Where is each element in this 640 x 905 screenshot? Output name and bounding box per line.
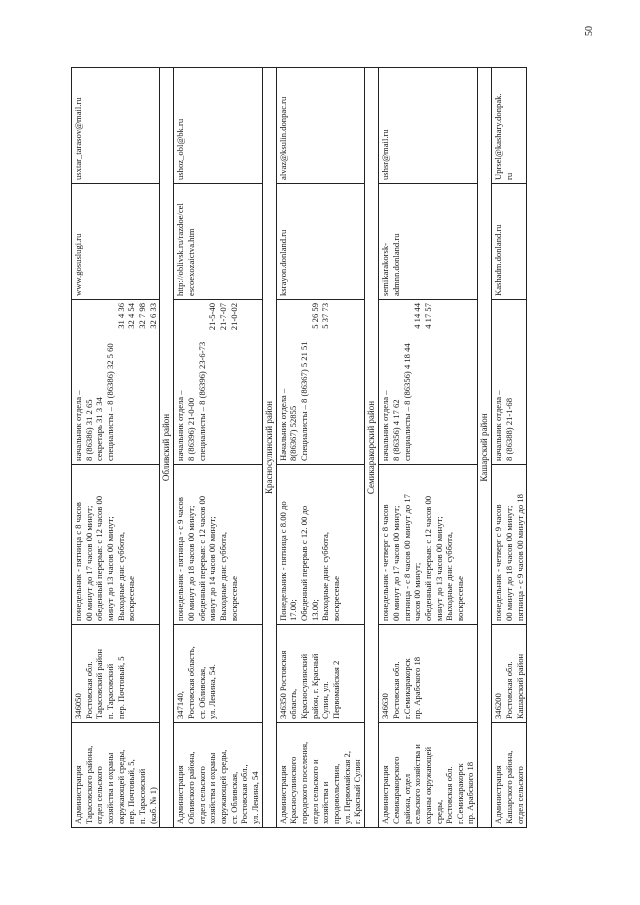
- cell-line: ст. Обливская,: [196, 666, 207, 719]
- email-cell: [174, 68, 262, 184]
- table-row: [492, 68, 527, 828]
- org-name-cell: [492, 723, 527, 828]
- cell-line: Ростовская обл.,: [239, 764, 250, 824]
- org-name-cell: [72, 723, 160, 828]
- cell-line: Специалисты – 8 (86367) 5 21 51: [299, 341, 310, 461]
- cell-line: 31 4 36: [115, 303, 126, 329]
- cell-line: отдел сельского: [94, 766, 105, 824]
- cell-line: область,: [288, 688, 299, 719]
- working-hours-cell: [492, 465, 527, 625]
- cell-line: Выходные дни: суббота,: [218, 532, 229, 621]
- table-row: [379, 68, 478, 828]
- cell-line: 32 6 33: [147, 303, 158, 329]
- cell-line: окружающей среды,: [218, 749, 229, 824]
- cell-line: воскресенье: [331, 576, 342, 621]
- cell-line: пер. Почтовый, 5,: [126, 759, 137, 824]
- cell-line: пер. Почтовый, 5: [115, 656, 126, 719]
- phones-cell: [174, 300, 262, 465]
- cell-line: www.gosuslugi.ru: [73, 233, 83, 296]
- cell-line: начальник отдела –: [380, 390, 391, 461]
- table-row: [72, 68, 160, 828]
- cell-line: окружающей среды,: [115, 749, 126, 824]
- working-hours-cell: [379, 465, 478, 625]
- org-name-cell: [276, 723, 364, 828]
- cell-line: 13.00;: [309, 599, 320, 621]
- cell-line: г. Красный Сулин: [352, 759, 363, 824]
- cell-line: 32 4 54: [126, 303, 137, 329]
- cell-line: alvaz@ksulin.donpac.ru: [277, 96, 288, 180]
- cell-line: 8 (86356) 4 17 62: [390, 399, 401, 461]
- cell-line: ул. Ленина, 54: [250, 771, 260, 824]
- page-number: 50: [584, 26, 595, 36]
- table-row: [276, 68, 364, 828]
- cell-line: 00 минут до 17 часов 00 минут;: [390, 505, 401, 621]
- cell-line: Ростовская обл.: [390, 661, 401, 719]
- cell-line: ru: [503, 172, 514, 180]
- cell-line: 8(86367) 52855: [288, 405, 299, 461]
- cell-line: Кашарского района,: [503, 750, 514, 824]
- cell-line: 00 минут до 17 часов 00 минут;: [83, 505, 94, 621]
- cell-line: обеденный перерыв: с 12 часов 00: [422, 495, 433, 621]
- cell-line: отдел сельского: [514, 766, 525, 824]
- website-cell: [174, 184, 262, 300]
- cell-line: 8 (86396) 21-0-00: [186, 397, 197, 461]
- cell-line: понедельник - четверг с 8 часов: [380, 504, 391, 621]
- cell-line: минут до 13 часов 00 минут;: [433, 516, 444, 621]
- cell-line: специалисты – 8 (86356) 4 18 44: [401, 343, 412, 461]
- cell-line: район, г. Красный: [309, 653, 320, 719]
- cell-line: ushsr@mail.ru: [380, 129, 391, 180]
- cell-line: admnn.donland.ru: [390, 233, 401, 296]
- cell-line: 346350 Ростовская: [277, 650, 288, 719]
- cell-line: Тарасовский район: [94, 648, 105, 719]
- cell-line: обеденный перерыв: с 12 часов 00: [94, 495, 105, 621]
- cell-line: 346630: [380, 693, 391, 719]
- cell-line: Обливского района,: [186, 751, 197, 824]
- cell-line: 8 (86386) 31 2 65: [83, 399, 94, 461]
- website-cell: [72, 184, 160, 300]
- cell-line: пр. Арабского 18: [465, 761, 476, 824]
- cell-line: начальник отдела –: [175, 390, 186, 461]
- email-cell: [379, 68, 478, 184]
- address-cell: [72, 625, 160, 723]
- cell-line: Администрация: [277, 765, 288, 824]
- cell-line: 4 17 57: [422, 303, 433, 329]
- cell-line: пятница - с 9 часов 00 минут до 18: [514, 494, 525, 621]
- region-header-row: [478, 68, 492, 828]
- cell-line: часов 00 минут;: [412, 562, 423, 621]
- cell-line: Красносулинский: [299, 653, 310, 719]
- cell-line: хозяйства и охраны: [207, 752, 218, 824]
- cell-line: Обеденный перерыв с 12. 00 до: [299, 505, 310, 621]
- cell-line: 17.00;: [288, 599, 299, 621]
- cell-line: ул. Первомайская 2,: [341, 751, 352, 824]
- cell-line: Первомайская 2: [331, 660, 342, 719]
- address-cell: [174, 625, 262, 723]
- cell-line: понедельник - пятница - с 9 часов: [175, 497, 186, 621]
- cell-line: г.Семикаракорск: [454, 763, 465, 824]
- org-name-cell: [379, 723, 478, 828]
- region-title: Кашарский район: [478, 68, 492, 828]
- cell-line: 346050: [73, 693, 83, 719]
- cell-line: минут до 14 часов 00 минут;: [207, 516, 218, 621]
- cell-line: секретарь 31 3 34: [94, 397, 105, 461]
- region-title: Обливский район: [160, 68, 174, 828]
- cell-line: начальник отдела –: [73, 390, 83, 461]
- cell-line: Uprsel@kashary.donpak.: [493, 93, 504, 180]
- cell-line: ksrayon.donland.ru: [277, 229, 288, 296]
- cell-line: начальник отдела –: [493, 390, 504, 461]
- cell-line: usxtar_tarasov@mail.ru: [73, 97, 83, 180]
- cell-line: http://oblivsk.ru/razdoe/cel: [175, 203, 186, 296]
- working-hours-cell: [174, 465, 262, 625]
- cell-line: п. Тарасовский: [104, 663, 115, 719]
- cell-line: 00 минут до 18 часов 00 минут;: [503, 505, 514, 621]
- cell-line: 21-5-40: [207, 303, 218, 331]
- cell-line: г.Семикаракорск: [401, 658, 412, 719]
- cell-line: 32 7 98: [136, 303, 147, 329]
- cell-line: хозяйства и: [320, 781, 331, 824]
- org-name-cell: [174, 723, 262, 828]
- cell-line: 4 14 44: [412, 303, 423, 329]
- cell-line: отдел сельского и: [309, 759, 320, 824]
- cell-line: Администрация: [380, 765, 391, 824]
- cell-line: Кашарский район: [514, 653, 525, 719]
- cell-line: воскресенье: [228, 576, 239, 621]
- cell-line: городского поселения,: [299, 741, 310, 824]
- region-title: Красносулинский район: [262, 68, 276, 828]
- phones-cell: [492, 300, 527, 465]
- cell-line: Выходные дни: суббота,: [444, 532, 455, 621]
- cell-line: Администрация: [493, 765, 504, 824]
- cell-line: 21-7-07: [218, 303, 229, 331]
- cell-line: пятница - с 8 часов 00 минут до 17: [401, 494, 412, 621]
- cell-line: хозяйства и охраны: [104, 752, 115, 824]
- cell-line: Ростовская обл.: [444, 766, 455, 824]
- cell-line: ushoz_obl@bk.ru: [175, 118, 186, 180]
- cell-line: Понедельник - пятница с 8.00 до: [277, 501, 288, 621]
- cell-line: Ростовская область,: [186, 646, 197, 719]
- cell-line: сельского хозяйства и: [412, 744, 423, 824]
- cell-line: понедельник - четверг с 9 часов: [493, 504, 504, 621]
- cell-line: отдел сельского: [196, 766, 207, 824]
- cell-line: 00 минут до 18 часов 00 минут;: [186, 505, 197, 621]
- cell-line: semikarakorsk-: [380, 243, 391, 296]
- working-hours-cell: [276, 465, 364, 625]
- contacts-table: [71, 67, 527, 828]
- address-cell: [276, 625, 364, 723]
- cell-line: Ростовская обл.: [503, 661, 514, 719]
- cell-line: охраны окружающей: [422, 746, 433, 824]
- cell-line: 5 26 59: [309, 303, 320, 329]
- cell-line: 8 (86388) 21-1-68: [503, 397, 514, 461]
- cell-line: Выходные дни: суббота,: [115, 532, 126, 621]
- working-hours-cell: [72, 465, 160, 625]
- phones-cell: [276, 300, 364, 465]
- cell-line: среды,: [433, 799, 444, 824]
- cell-line: ст. Обливская,: [228, 771, 239, 824]
- email-cell: [276, 68, 364, 184]
- cell-line: Kashadm.donland.ru: [493, 224, 504, 296]
- cell-line: 5 37 73: [320, 303, 331, 329]
- address-cell: [492, 625, 527, 723]
- cell-line: воскресенье: [126, 576, 137, 621]
- email-cell: [492, 68, 527, 184]
- cell-line: понедельник - пятница с 8 часов: [73, 502, 83, 621]
- cell-line: специалисты – 8 (86396) 23-6-73: [196, 341, 207, 461]
- cell-line: escoexozaictva.htm: [186, 228, 197, 296]
- region-header-row: [365, 68, 379, 828]
- cell-line: Выходные дни: суббота,: [320, 532, 331, 621]
- phones-cell: [379, 300, 478, 465]
- cell-line: Администрация: [73, 765, 83, 824]
- cell-line: ул. Ленина, 54.: [207, 664, 218, 719]
- region-title: Семикаракорский район: [365, 68, 379, 828]
- cell-line: Сулин, ул.: [320, 681, 331, 719]
- cell-line: Красносулинского: [288, 756, 299, 824]
- address-cell: [379, 625, 478, 723]
- cell-line: Администрация: [175, 765, 186, 824]
- cell-line: 21-0-02: [228, 303, 239, 331]
- phones-cell: [72, 300, 160, 465]
- cell-line: Семикаракорского: [390, 756, 401, 824]
- cell-line: обеденный перерыв: с 12 часов 00: [196, 495, 207, 621]
- cell-line: Тарасовского района,: [83, 745, 94, 824]
- cell-line: продовольствия,: [331, 763, 342, 824]
- website-cell: [276, 184, 364, 300]
- table-row: [174, 68, 262, 828]
- cell-line: воскресенье: [454, 576, 465, 621]
- website-cell: [492, 184, 527, 300]
- region-header-row: [160, 68, 174, 828]
- cell-line: пр. Арабского 18: [412, 656, 423, 719]
- cell-line: 347140,: [175, 691, 186, 719]
- cell-line: района, отдел: [401, 773, 412, 824]
- email-cell: [72, 68, 160, 184]
- cell-line: (каб. № 1): [147, 787, 158, 824]
- website-cell: [379, 184, 478, 300]
- cell-line: специалисты – 8 (86386) 32 5 60: [104, 343, 115, 461]
- rotated-content: [71, 68, 586, 828]
- region-header-row: [262, 68, 276, 828]
- cell-line: минут до 13 часов 00 минут;: [104, 516, 115, 621]
- cell-line: Ростовская обл.: [83, 661, 94, 719]
- cell-line: Начальник отдела –: [277, 388, 288, 461]
- cell-line: 346200: [493, 693, 504, 719]
- cell-line: п. Тарасовский: [136, 768, 147, 824]
